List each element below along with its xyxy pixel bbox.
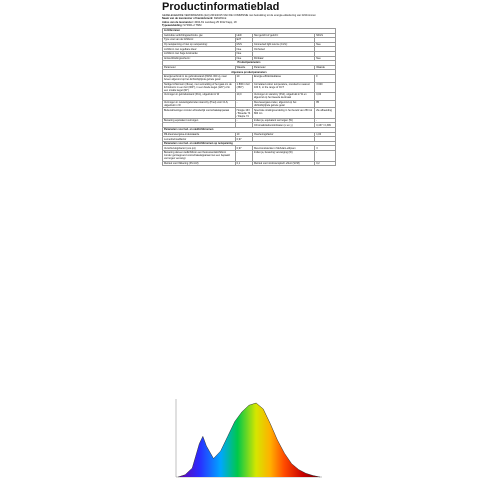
table-row [163, 161, 336, 166]
table-cell: Chromaticiteitscoördinaten (x en y) [252, 123, 314, 128]
table-cell: Nee [315, 42, 336, 47]
light-source-table [162, 28, 336, 166]
table-cell: 0,437 / 0,399 [315, 123, 336, 128]
table-cell: MLS [235, 42, 252, 47]
table-cell: 0,97 [235, 146, 252, 151]
table-cell: Nee [235, 51, 252, 56]
header-cell: Waarde [315, 65, 336, 70]
table-cell: - [235, 100, 252, 108]
address-value: 4004 AS Landweg 25 3012 Kapp, 18 [194, 20, 237, 24]
table-cell: Metriek voor flikkering (Pst LM) [163, 161, 236, 166]
product-information-sheet [162, 0, 336, 500]
table-cell: Energieverbruik in de gebruiksstand (kWh/1 000 u), naar boven afgerond op het dichtstbijzijnde gehele getal [163, 74, 236, 82]
table-cell: Gebruikte verlichtingstechnolo- gie: [163, 33, 236, 38]
section-led: Parameters voor led- en oledlichtbronnen [163, 128, 336, 133]
section-params: Productparameters [163, 61, 336, 66]
table-cell: Antiverblindingsscherm: [163, 56, 236, 61]
table-cell: 85 [315, 100, 336, 108]
table-row [163, 100, 336, 108]
table-cell: Nee [235, 56, 252, 61]
table-cell: Buitenafmetingen zonder afzonderlijk voorschakelapparaat [163, 108, 236, 119]
table-row [163, 108, 336, 119]
table-cell: Lichtbron met hoge luminantie: [163, 51, 236, 56]
table-row [163, 82, 336, 93]
table-cell: Overlevingsfactor [252, 132, 314, 137]
model-label: Typeaanduiding: [162, 24, 183, 28]
table-cell: - [315, 151, 336, 162]
table-cell: Spectrale stralingsverdeling in het bereik van 250 tot 800 nm [252, 108, 314, 119]
table-cell: Indien ja, bewering vervanging (W) [252, 151, 314, 162]
table-cell: R9-kleurweergave-indexwaarde [163, 132, 236, 137]
table-cell: LED [235, 33, 252, 38]
table-cell: Kleurweergave-index, afgerond op het dichtstbijzijnde gehele getal [252, 100, 314, 108]
model-value: SY0601-2 TMM [183, 24, 202, 28]
address-label: Adres van de leverancier: [162, 20, 194, 24]
table-cell: Nee [235, 47, 252, 52]
table-cell: 1 806 in bol (360°) [235, 82, 252, 93]
table-cell: Energie-efficiëntieklasse [252, 74, 314, 82]
header-cell: Parameter [252, 65, 314, 70]
table-cell: 0,97 [235, 137, 252, 142]
table-cell: 3 000 [315, 82, 336, 93]
table-cell: 10 [235, 74, 252, 82]
table-cell: F [315, 74, 336, 82]
table-cell: Op netspanning of niet op netspanning: [163, 42, 236, 47]
table-row [163, 93, 336, 101]
supplier-value: KEMANLE [213, 17, 227, 21]
table-cell: NDLS [315, 33, 336, 38]
table-cell: Lumenbehoudfactor [163, 137, 236, 142]
table-cell: Lichtbron met regelbare kleur: [163, 47, 236, 52]
header-cell: Waarde [235, 65, 252, 70]
table-cell: Zie afbeelding [315, 108, 336, 119]
table-cell: 10 [235, 132, 252, 137]
table-cell: 10,0 [235, 93, 252, 101]
table-cell: 0,2 [315, 161, 336, 166]
section-mains: Parameters voor led- en oledlichtbronnen op netspanning [163, 141, 336, 146]
table-cell: - [235, 151, 252, 162]
supplier-label: Naam van de leverancier of handelsmerk: [162, 17, 214, 21]
table-cell: Metriek voor stroboscopisch effect (SVM) [252, 161, 314, 166]
table-cell: Bewering dat een ledlichtbron een fluorescentielichtbron zonder geïntegreerd voorschakelapparaat met een bepaald vermogen vervangt [163, 151, 236, 162]
table-cell: Vermogen in netwerkgebonden stand-by (Pnet) voor CLS, uitgedrukt in W [163, 100, 236, 108]
table-cell: 0,1 [235, 161, 252, 166]
section-general: Algemene productparameters [163, 70, 336, 75]
regulation-intro: GEDELEGEERDE VERORDENING (EU) 2019/2015 VAN DE COMMISSIE met betrekking tot de energie-etikettering van lichtbronnen [162, 14, 316, 17]
table-cell: Niet gericht of gericht: [252, 33, 314, 38]
table-cell: Nuttige lichtstroom (Φuse), met vermelding of het gaat om de lichtstroom in een bol (360°), in een brede kegel (120°) of in een smalle kegel (90°) [163, 82, 236, 93]
table-cell: Type voet van de lichtbron: [163, 38, 236, 43]
table-cell: Dimbaar: [252, 56, 314, 61]
section-light: Lichtbronnen [163, 28, 336, 33]
table-cell: - [235, 118, 252, 123]
spectral-distribution-chart [162, 395, 336, 495]
table-cell: Nee [315, 56, 336, 61]
table-cell: Bewering equivalent vermogen [163, 118, 236, 123]
table-cell: E27 [235, 38, 252, 43]
table-cell: Correlated colour temperature, rounded to nearest 100 K, or the range of CCT [252, 82, 314, 93]
table-cell: Kleurconsistentie in McAdam-ellipsen [252, 146, 314, 151]
table-cell: 3 [315, 146, 336, 151]
table-cell: 1,00 [315, 132, 336, 137]
table-cell: Connected light source (CLS): [252, 42, 314, 47]
table-row [163, 151, 336, 162]
spectrum-area [178, 403, 320, 477]
table-cell: Indien ja, equivalent vermogen (W) [252, 118, 314, 123]
table-cell: Verschuivingsfactor (cos φ1) [163, 146, 236, 151]
table-cell: Vermogen in stand-by (Psb), uitgedrukt in W en afgerond op het tweede decimaal [252, 93, 314, 101]
table-cell: Hoogte 163 / Breedte 74 / Diepte 74 [235, 108, 252, 119]
table-cell: Vermogen in gebruiksstand (Pon), uitgedrukt in W [163, 93, 236, 101]
table-cell: - [315, 118, 336, 123]
table-cell: Omhulsel: [252, 47, 314, 52]
table-cell: 0,00 [315, 93, 336, 101]
page-title: Productinformatieblad [162, 1, 280, 13]
table-row [163, 74, 336, 82]
header-cell: Parameter [163, 65, 236, 70]
